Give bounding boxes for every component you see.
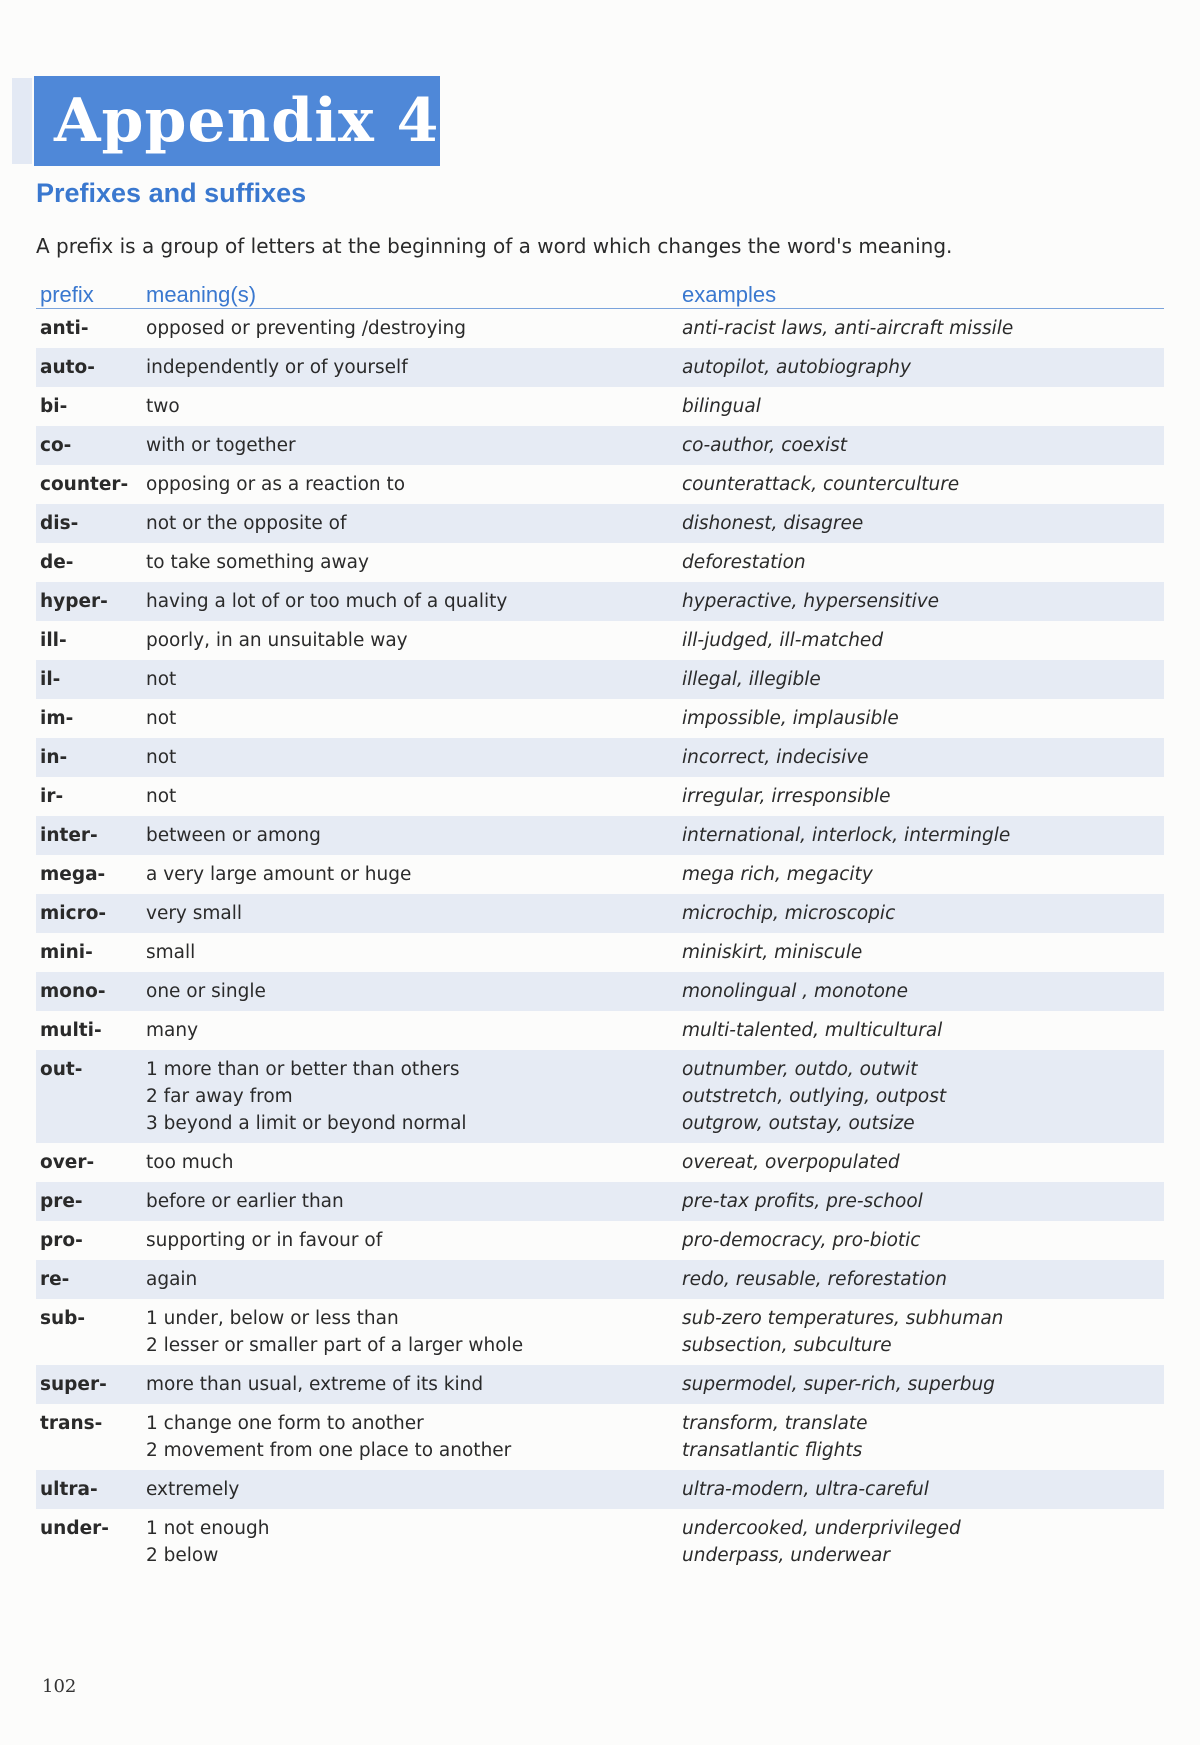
example-line: counterattack, counterculture	[682, 474, 960, 495]
example-line: outstretch, outlying, outpost	[682, 1086, 947, 1107]
meaning-line: 1 change one form to another	[146, 1413, 424, 1434]
table-row	[36, 1470, 1164, 1509]
example-line: bilingual	[682, 396, 761, 417]
appendix-title: Appendix 4	[54, 86, 440, 156]
page-number: 102	[42, 1676, 77, 1697]
example-line: co-author, coexist	[682, 435, 848, 456]
table-row	[36, 387, 1164, 426]
prefix-cell: co-	[40, 435, 72, 456]
example-line: sub-zero temperatures, subhuman	[682, 1308, 1004, 1329]
examples-cell	[682, 1371, 1164, 1398]
meaning-line: very small	[146, 903, 243, 924]
appendix-banner	[34, 76, 440, 166]
meaning-line: 1 more than or better than others	[146, 1059, 460, 1080]
example-line: subsection, subculture	[682, 1335, 892, 1356]
table-row	[36, 621, 1164, 660]
examples-cell	[682, 1149, 1164, 1176]
table-row	[36, 1509, 1164, 1575]
prefix-cell: de-	[40, 552, 74, 573]
meaning-line: to take something away	[146, 552, 369, 573]
meaning-line: 2 below	[146, 1545, 219, 1566]
table-row	[36, 1011, 1164, 1050]
table-row	[36, 1365, 1164, 1404]
prefix-cell: sub-	[40, 1308, 86, 1329]
meaning-cell	[146, 354, 682, 381]
prefix-cell: hyper-	[40, 591, 108, 612]
meaning-cell	[146, 900, 682, 927]
table-body	[36, 309, 1164, 1575]
table-row	[36, 777, 1164, 816]
meaning-cell	[146, 549, 682, 576]
example-line: transatlantic flights	[682, 1440, 863, 1461]
example-line: monolingual , monotone	[682, 981, 909, 1002]
examples-cell	[682, 432, 1164, 459]
meaning-line: 2 far away from	[146, 1086, 293, 1107]
meaning-cell	[146, 1017, 682, 1044]
prefix-cell: re-	[40, 1269, 70, 1290]
examples-cell	[682, 510, 1164, 537]
table-row	[36, 933, 1164, 972]
table-row	[36, 699, 1164, 738]
meaning-cell	[146, 510, 682, 537]
example-line: dishonest, disagree	[682, 513, 864, 534]
example-line: transform, translate	[682, 1413, 868, 1434]
examples-cell	[682, 1266, 1164, 1293]
examples-cell	[682, 1017, 1164, 1044]
prefix-cell: over-	[40, 1152, 95, 1173]
prefix-cell: trans-	[40, 1413, 103, 1434]
example-line: supermodel, super-rich, superbug	[682, 1374, 995, 1395]
prefix-cell: pre-	[40, 1191, 83, 1212]
prefix-cell: inter-	[40, 825, 98, 846]
example-line: impossible, implausible	[682, 708, 899, 729]
table-row	[36, 1143, 1164, 1182]
prefix-cell: im-	[40, 708, 74, 729]
examples-cell	[682, 1188, 1164, 1215]
example-line: underpass, underwear	[682, 1545, 890, 1566]
examples-cell	[682, 1515, 1164, 1569]
table-row	[36, 894, 1164, 933]
table-row	[36, 1260, 1164, 1299]
meaning-line: 1 under, below or less than	[146, 1308, 399, 1329]
header-prefix: prefix	[40, 282, 94, 307]
prefix-cell: ultra-	[40, 1479, 98, 1500]
table-row	[36, 543, 1164, 582]
meaning-cell	[146, 1410, 682, 1464]
meaning-cell	[146, 315, 682, 342]
meaning-line: poorly, in an unsuitable way	[146, 630, 408, 651]
intro-text: A prefix is a group of letters at the beginning of a word which changes the word's meaning.	[36, 234, 953, 258]
meaning-line: 2 movement from one place to another	[146, 1440, 512, 1461]
meaning-cell	[146, 978, 682, 1005]
examples-cell	[682, 1476, 1164, 1503]
examples-cell	[682, 471, 1164, 498]
prefix-cell: bi-	[40, 396, 68, 417]
table-row	[36, 972, 1164, 1011]
example-line: microchip, microscopic	[682, 903, 896, 924]
meaning-cell	[146, 432, 682, 459]
examples-cell	[682, 627, 1164, 654]
examples-cell	[682, 1227, 1164, 1254]
example-line: anti-racist laws, anti-aircraft missile	[682, 318, 1014, 339]
meaning-cell	[146, 1515, 682, 1569]
prefix-cell: mono-	[40, 981, 106, 1002]
table-row	[36, 348, 1164, 387]
examples-cell	[682, 393, 1164, 420]
examples-cell	[682, 783, 1164, 810]
meaning-line: one or single	[146, 981, 266, 1002]
table-row	[36, 1221, 1164, 1260]
meaning-line: not	[146, 669, 177, 690]
examples-cell	[682, 549, 1164, 576]
meaning-cell	[146, 666, 682, 693]
example-line: international, interlock, intermingle	[682, 825, 1011, 846]
example-line: pre-tax profits, pre-school	[682, 1191, 923, 1212]
prefix-cell: in-	[40, 747, 68, 768]
meaning-cell	[146, 1305, 682, 1359]
table-row	[36, 1404, 1164, 1470]
example-line: overeat, overpopulated	[682, 1152, 900, 1173]
prefix-cell: micro-	[40, 903, 107, 924]
meaning-cell	[146, 1266, 682, 1293]
example-line: ill-judged, ill-matched	[682, 630, 884, 651]
prefix-cell: il-	[40, 669, 61, 690]
meaning-cell	[146, 1371, 682, 1398]
example-line: pro-democracy, pro-biotic	[682, 1230, 921, 1251]
example-line: miniskirt, miniscule	[682, 942, 863, 963]
meaning-line: small	[146, 942, 196, 963]
meaning-line: 3 beyond a limit or beyond normal	[146, 1113, 467, 1134]
example-line: undercooked, underprivileged	[682, 1518, 961, 1539]
meaning-cell	[146, 588, 682, 615]
table-row	[36, 309, 1164, 348]
examples-cell	[682, 861, 1164, 888]
meaning-line: again	[146, 1269, 198, 1290]
table-row	[36, 1050, 1164, 1143]
example-line: incorrect, indecisive	[682, 747, 869, 768]
prefix-cell: anti-	[40, 318, 89, 339]
prefix-cell: mini-	[40, 942, 93, 963]
examples-cell	[682, 822, 1164, 849]
meaning-cell	[146, 783, 682, 810]
meaning-cell	[146, 1188, 682, 1215]
meaning-line: too much	[146, 1152, 234, 1173]
prefix-cell: mega-	[40, 864, 106, 885]
examples-cell	[682, 1056, 1164, 1137]
meaning-line: not or the opposite of	[146, 513, 347, 534]
meaning-cell	[146, 939, 682, 966]
meaning-line: opposed or preventing /destroying	[146, 318, 467, 339]
example-line: outnumber, outdo, outwit	[682, 1059, 918, 1080]
example-line: hyperactive, hypersensitive	[682, 591, 940, 612]
example-line: redo, reusable, reforestation	[682, 1269, 947, 1290]
meaning-cell	[146, 393, 682, 420]
meaning-line: before or earlier than	[146, 1191, 344, 1212]
table-row	[36, 504, 1164, 543]
header-examples: examples	[682, 282, 777, 307]
meaning-cell	[146, 744, 682, 771]
meaning-line: with or together	[146, 435, 296, 456]
table-row	[36, 426, 1164, 465]
prefix-cell: ill-	[40, 630, 67, 651]
examples-cell	[682, 1410, 1164, 1464]
prefix-cell: out-	[40, 1059, 83, 1080]
meaning-cell	[146, 1476, 682, 1503]
table-row	[36, 738, 1164, 777]
meaning-line: a very large amount or huge	[146, 864, 412, 885]
meaning-line: not	[146, 786, 177, 807]
banner-accent-stripe	[12, 78, 32, 164]
examples-cell	[682, 744, 1164, 771]
meaning-line: opposing or as a reaction to	[146, 474, 406, 495]
example-line: autopilot, autobiography	[682, 357, 911, 378]
prefix-cell: multi-	[40, 1020, 102, 1041]
meaning-cell	[146, 1149, 682, 1176]
examples-cell	[682, 666, 1164, 693]
examples-cell	[682, 900, 1164, 927]
examples-cell	[682, 978, 1164, 1005]
meaning-cell	[146, 471, 682, 498]
meaning-line: not	[146, 708, 177, 729]
prefix-cell: dis-	[40, 513, 79, 534]
table-header	[36, 280, 1164, 309]
meaning-cell	[146, 1056, 682, 1137]
example-line: deforestation	[682, 552, 806, 573]
table-row	[36, 582, 1164, 621]
example-line: ultra-modern, ultra-careful	[682, 1479, 929, 1500]
examples-cell	[682, 588, 1164, 615]
meaning-line: having a lot of or too much of a quality	[146, 591, 508, 612]
prefix-cell: under-	[40, 1518, 109, 1539]
table-row	[36, 660, 1164, 699]
prefix-cell: ir-	[40, 786, 64, 807]
examples-cell	[682, 939, 1164, 966]
meaning-cell	[146, 822, 682, 849]
prefix-cell: auto-	[40, 357, 95, 378]
examples-cell	[682, 705, 1164, 732]
examples-cell	[682, 1305, 1164, 1359]
meaning-line: supporting or in favour of	[146, 1230, 383, 1251]
table-row	[36, 1299, 1164, 1365]
meaning-cell	[146, 705, 682, 732]
header-meaning: meaning(s)	[146, 282, 257, 307]
meaning-line: 2 lesser or smaller part of a larger whole	[146, 1335, 524, 1356]
example-line: outgrow, outstay, outsize	[682, 1113, 915, 1134]
meaning-line: between or among	[146, 825, 321, 846]
meaning-line: extremely	[146, 1479, 240, 1500]
meaning-line: many	[146, 1020, 199, 1041]
example-line: mega rich, megacity	[682, 864, 873, 885]
examples-cell	[682, 315, 1164, 342]
table-row	[36, 465, 1164, 504]
table-row	[36, 855, 1164, 894]
example-line: multi-talented, multicultural	[682, 1020, 943, 1041]
prefix-table	[36, 280, 1164, 1575]
prefix-cell: counter-	[40, 474, 129, 495]
table-row	[36, 816, 1164, 855]
example-line: irregular, irresponsible	[682, 786, 891, 807]
examples-cell	[682, 354, 1164, 381]
meaning-cell	[146, 1227, 682, 1254]
meaning-cell	[146, 861, 682, 888]
section-subtitle: Prefixes and suffixes	[36, 178, 307, 208]
table-row	[36, 1182, 1164, 1221]
meaning-line: more than usual, extreme of its kind	[146, 1374, 484, 1395]
example-line: illegal, illegible	[682, 669, 821, 690]
prefix-cell: pro-	[40, 1230, 83, 1251]
meaning-line: two	[146, 396, 180, 417]
meaning-cell	[146, 627, 682, 654]
prefix-cell: super-	[40, 1374, 107, 1395]
meaning-line: not	[146, 747, 177, 768]
meaning-line: independently or of yourself	[146, 357, 408, 378]
meaning-line: 1 not enough	[146, 1518, 270, 1539]
